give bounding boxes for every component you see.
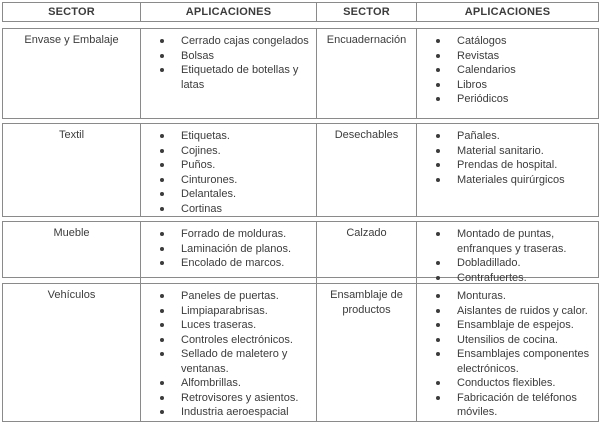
- sector-cell: Vehículos: [47, 289, 96, 301]
- header-sector-left: SECTOR: [48, 6, 95, 18]
- applications-cell: [140, 222, 316, 285]
- sector-cell: Ensamblaje de productos: [316, 284, 416, 421]
- sector-cell: Textil: [58, 129, 85, 141]
- sector-cell: Mueble: [53, 227, 90, 239]
- application-item: Laminación de planos.: [181, 242, 313, 257]
- application-item: Catálogos: [457, 34, 595, 49]
- application-item: Material sanitario.: [457, 144, 595, 159]
- sector-cell: Calzado: [316, 222, 416, 285]
- sector-cell: Desechables: [316, 124, 416, 216]
- application-item: Fabricación de teléfonos móviles.: [457, 391, 595, 420]
- applications-list: [141, 227, 316, 271]
- application-item: Revistas: [457, 49, 595, 64]
- application-item: Forrado de molduras.: [181, 227, 313, 242]
- application-item: Cerrado cajas congelados: [181, 34, 313, 49]
- application-item: Prendas de hospital.: [457, 158, 595, 173]
- application-item: Bolsas: [181, 49, 313, 64]
- application-item: Limpiaparabrisas.: [181, 304, 313, 319]
- applications-cell: [416, 124, 598, 216]
- application-item: Cojines.: [181, 144, 313, 159]
- applications-list: [417, 129, 598, 187]
- application-item: Industria aeroespacial: [181, 405, 313, 420]
- application-item: Utensilios de cocina.: [457, 333, 595, 348]
- table-row: [2, 28, 599, 119]
- application-item: Controles electrónicos.: [181, 333, 313, 348]
- table-row: [2, 283, 599, 422]
- applications-list: [417, 289, 598, 420]
- application-item: Encolado de marcos.: [181, 256, 313, 271]
- application-item: Delantales.: [181, 187, 313, 202]
- application-item: Ensamblajes componentes electrónicos.: [457, 347, 595, 376]
- applications-cell: [140, 124, 316, 216]
- application-item: Libros: [457, 78, 595, 93]
- application-item: Conductos flexibles.: [457, 376, 595, 391]
- application-item: Etiquetas.: [181, 129, 313, 144]
- application-item: Ensamblaje de espejos.: [457, 318, 595, 333]
- applications-cell: [416, 222, 598, 285]
- application-item: Sellado de maletero y ventanas.: [181, 347, 313, 376]
- applications-cell: [140, 284, 316, 421]
- application-item: Cortinas: [181, 202, 313, 217]
- applications-cell: [416, 284, 598, 421]
- sector-cell: Envase y Embalaje: [24, 34, 119, 46]
- application-item: Paneles de puertas.: [181, 289, 313, 304]
- applications-cell: [416, 29, 598, 118]
- application-item: Dobladillado.: [457, 256, 595, 271]
- application-item: Alfombrillas.: [181, 376, 313, 391]
- application-item: Calendarios: [457, 63, 595, 78]
- application-item: Materiales quirúrgicos: [457, 173, 595, 188]
- applications-list: [141, 289, 316, 420]
- application-item: Montado de puntas, enfranques y traseras.: [457, 227, 595, 256]
- applications-list: [141, 129, 316, 216]
- application-item: Contrafuertes.: [457, 271, 595, 286]
- table-row: [2, 123, 599, 217]
- applications-list: [417, 227, 598, 285]
- application-item: Retrovisores y asientos.: [181, 391, 313, 406]
- header-applications-right: APLICACIONES: [416, 3, 598, 21]
- applications-cell: [140, 29, 316, 118]
- application-item: Etiquetado de botellas y latas: [181, 63, 313, 92]
- table-row: [2, 221, 599, 284]
- application-item: Periódicos: [457, 92, 595, 107]
- table-header-row: [2, 2, 599, 22]
- sector-cell: Encuadernación: [316, 29, 416, 118]
- application-item: Cinturones.: [181, 173, 313, 188]
- application-item: Pañales.: [457, 129, 595, 144]
- application-item: Aislantes de ruidos y calor.: [457, 304, 595, 319]
- application-item: Monturas.: [457, 289, 595, 304]
- application-item: Luces traseras.: [181, 318, 313, 333]
- applications-list: [417, 34, 598, 107]
- applications-list: [141, 34, 316, 92]
- header-applications-left: APLICACIONES: [140, 3, 316, 21]
- application-item: Puños.: [181, 158, 313, 173]
- header-sector-right: SECTOR: [316, 3, 416, 21]
